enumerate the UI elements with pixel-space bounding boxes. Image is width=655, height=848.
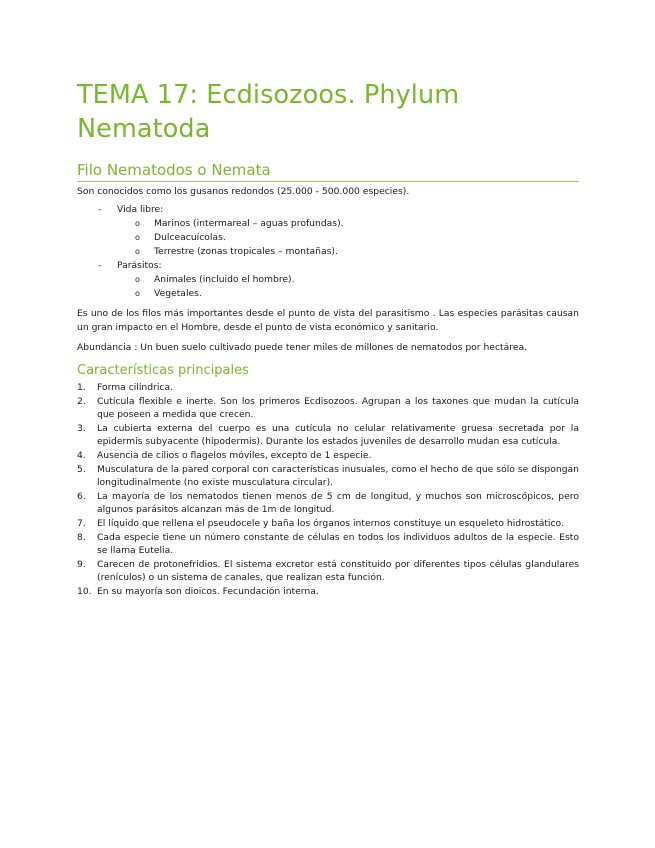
item-number: 6. <box>77 490 86 502</box>
sublist-item <box>117 273 579 287</box>
sublist-item <box>117 231 579 245</box>
sublist-item-text: Marinos (intermareal – aguas profundas). <box>154 218 344 229</box>
sublist-item-text: Animales (incluido el hombre). <box>154 274 295 285</box>
circle-bullet: o <box>135 289 140 298</box>
item-number: 1. <box>77 382 86 393</box>
circle-bullet: o <box>135 275 140 284</box>
list-item <box>77 463 579 490</box>
item-text: Forma cilíndrica. <box>97 382 173 393</box>
item-number: 2. <box>77 395 86 407</box>
item-text: En su mayoría son dioicos. Fecundación interna. <box>97 585 319 597</box>
circle-bullet: o <box>135 219 140 228</box>
sublist <box>117 217 579 259</box>
sublist-item-text: Terrestre (zonas tropicales – montañas). <box>154 246 338 257</box>
list-item <box>77 449 579 463</box>
sublist-item-text: Dulceacuícolas. <box>154 232 226 243</box>
list-item-parasitos <box>77 259 579 301</box>
list-item-label: Vida libre: <box>117 204 164 215</box>
dash-bullet: - <box>98 260 102 271</box>
list-item <box>77 395 579 422</box>
list-item-label: Parásitos: <box>117 260 162 271</box>
list-item-vida-libre <box>77 203 579 259</box>
list-item <box>77 517 579 531</box>
circle-bullet: o <box>135 233 140 242</box>
item-text: El líquido que rellena el pseudocele y baña los órganos internos constituye un esqueleto hidrostático. <box>97 517 564 529</box>
sublist <box>117 273 579 301</box>
list-item <box>77 585 579 599</box>
characteristics-list <box>77 381 579 599</box>
sublist-item <box>117 217 579 231</box>
item-text: Carecen de protonefridios. El sistema excretor está constituido por diferentes tipos células glandulares (renículos) o un sistema de canales, que realizan esta función. <box>97 558 579 584</box>
item-number: 5. <box>77 463 86 475</box>
habitat-list <box>77 203 579 301</box>
list-item <box>77 381 579 395</box>
list-item <box>77 422 579 449</box>
abundance-paragraph: Abundancia : Un buen suelo cultivado puede tener miles de millones de nematodos por hectárea. <box>77 342 528 353</box>
list-item <box>77 531 579 558</box>
intro-paragraph: Son conocidos como los gusanos redondos (25.000 - 500.000 especies). <box>77 186 410 197</box>
item-number: 9. <box>77 558 86 570</box>
item-number: 8. <box>77 531 86 543</box>
item-number: 3. <box>77 422 86 434</box>
item-text: La cubierta externa del cuerpo es una cutícula no celular relativamente gruesa secretada por la epidermis subyacente (hipodermis). Durante los estados juveniles de desarrollo mudan esa cutícula. <box>97 422 579 448</box>
circle-bullet: o <box>135 247 140 256</box>
sublist-item-text: Vegetales. <box>154 288 202 299</box>
item-number: 10. <box>77 585 92 597</box>
document-page <box>77 78 579 599</box>
item-text: Ausencia de cilios o flagelos móviles, excepto de 1 especie. <box>97 449 372 461</box>
item-number: 4. <box>77 449 86 461</box>
list-item <box>77 558 579 585</box>
sublist-item <box>117 287 579 301</box>
item-number: 7. <box>77 517 86 529</box>
item-text: Cutícula flexible e inerte. Son los primeros Ecdisozoos. Agrupan a los taxones que mudan la cutícula que poseen a medida que crecen. <box>97 395 579 421</box>
item-text: Cada especie tiene un número constante de células en todos los individuos adultos de la especie. Esto se llama Eutelia. <box>97 531 579 557</box>
section-heading: Filo Nematodos o Nemata <box>77 161 579 182</box>
page-title: TEMA 17: Ecdisozoos. Phylum Nematoda <box>77 80 460 144</box>
item-text: La mayoría de los nematodos tienen menos de 5 cm de longitud, y muchos son microscópicos, pero algunos parásitos alcanzan más de 1m de longitud. <box>97 490 579 516</box>
importance-paragraph: Es uno de los filos más importantes desde el punto de vista del parasitismo . Las especies parásitas causan un gran impacto en el Hombre, desde el punto de vista económico y sanitario. <box>77 308 579 333</box>
list-item <box>77 490 579 517</box>
sublist-item <box>117 245 579 259</box>
item-text: Musculatura de la pared corporal con características inusuales, como el hecho de que sólo se dispongan longitudinalmente (no existe musculatura circular). <box>97 463 579 489</box>
characteristics-heading: Características principales <box>77 363 249 378</box>
dash-bullet: - <box>98 204 102 215</box>
